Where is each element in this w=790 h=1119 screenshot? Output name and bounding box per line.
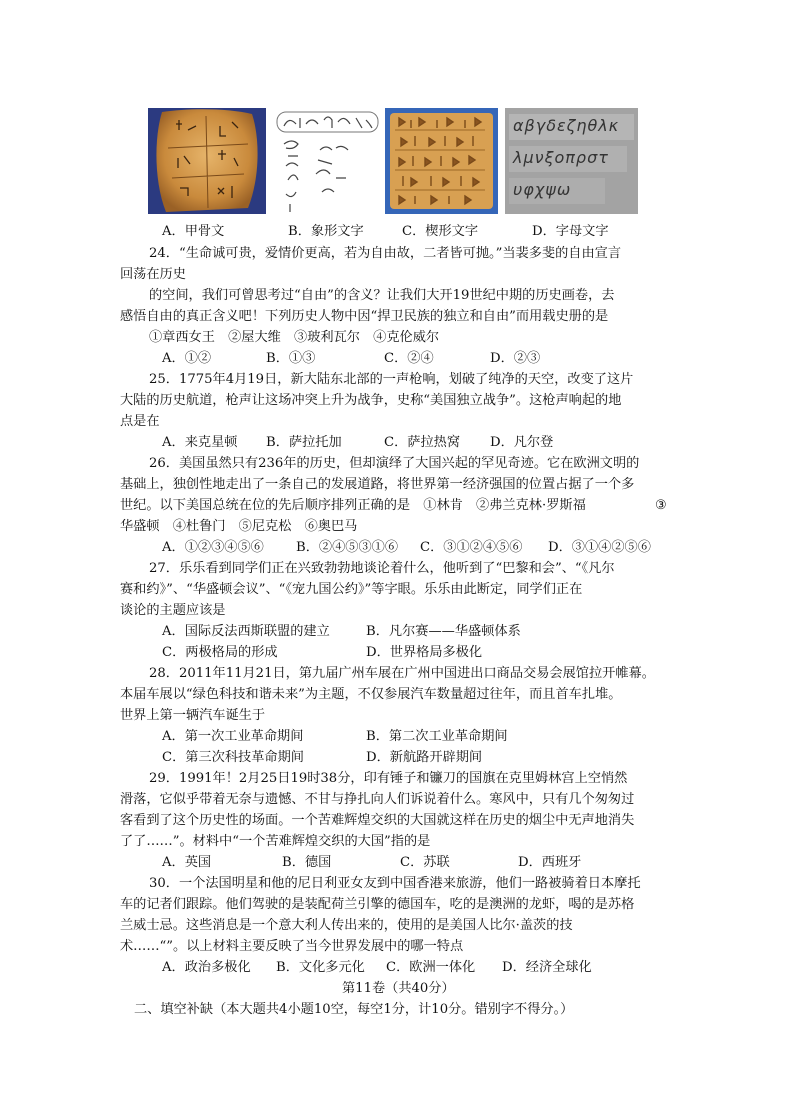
- q28-option-b: B．第二次工业革命期间: [366, 729, 508, 744]
- q27-option-c: C．两极格局的形成: [162, 645, 278, 660]
- q25-line-1: 25．1775年4月19日，新大陆东北部的一声枪响，划破了纯净的天空，改变了这片: [149, 372, 634, 387]
- q27-line-1: 27．乐乐看到同学们正在兴致勃勃地谈论着什么，他听到了“巴黎和会”、“《凡尔: [149, 561, 615, 576]
- q30-option-d: D．经济全球化: [502, 960, 592, 975]
- q23-option-a: A．甲骨文: [162, 224, 225, 239]
- q29-option-c: C．苏联: [400, 855, 450, 870]
- q28-option-d: D．新航路开辟期间: [366, 750, 483, 765]
- q25-line-2: 大陆的历史航道，枪声让这场冲突上升为战争，史称“美国独立战争”。这枪声响起的地: [120, 393, 622, 408]
- q27-option-d: D．世界格局多极化: [366, 645, 483, 660]
- cuneiform-image: [385, 108, 498, 214]
- q30-line-4: 术……“”。以上材料主要反映了当今世界发展中的哪一特点: [120, 939, 464, 954]
- q27-option-b: B．凡尔赛——华盛顿体系: [366, 624, 521, 639]
- q25-line-3: 点是在: [120, 414, 160, 429]
- greek-row-2: λμνξοπρστ: [513, 148, 609, 167]
- q25-option-c: C．萨拉热窝: [384, 435, 461, 450]
- q24-option-b: B．①③: [266, 351, 316, 366]
- q25-option-b: B．萨拉托加: [266, 435, 342, 450]
- q23-option-c: C．楔形文字: [402, 224, 479, 239]
- q26-line-3-end: ③: [655, 498, 667, 513]
- q28-option-c: C．第三次科技革命期间: [162, 750, 304, 765]
- q26-option-d: D．③①④②⑤⑥: [548, 540, 651, 555]
- q30-option-a: A．政治多极化: [162, 960, 251, 975]
- hieroglyph-image: [276, 108, 379, 214]
- q24-line-1: 24．“生命诚可贵，爱情价更高，若为自由故，二者皆可抛。”当裴多斐的自由宣言: [149, 246, 622, 261]
- q26-line-3: 世纪。以下美国总统在位的先后顺序排列正确的是 ①林肯 ②弗兰克林·罗斯福: [120, 498, 586, 513]
- q29-option-b: B．德国: [282, 855, 332, 870]
- q26-option-b: B．②④⑤③①⑥: [296, 540, 399, 555]
- q24-option-c: C．②④: [384, 351, 434, 366]
- section-title: 第11卷（共40分）: [342, 981, 455, 996]
- q30-option-b: B．文化多元化: [276, 960, 365, 975]
- greek-alphabet-image: [505, 108, 638, 214]
- q27-line-3: 谈论的主题应该是: [120, 603, 226, 618]
- q29-option-d: D．西班牙: [518, 855, 582, 870]
- q30-line-2: 车的记者们跟踪。他们驾驶的是装配荷兰引擎的德国车，吃的是澳洲的龙虾，喝的是苏格: [120, 897, 635, 912]
- q28-line-1: 28．2011年11月21日，第九届广州车展在广州中国进出口商品交易会展馆拉开帷幕。: [149, 666, 655, 681]
- q30-line-1: 30．一个法国明星和他的尼日利亚女友到中国香港来旅游，他们一路被骑着日本摩托: [149, 876, 641, 891]
- q24-option-d: D．②③: [490, 351, 541, 366]
- q28-option-a: A．第一次工业革命期间: [162, 729, 304, 744]
- q29-option-a: A．英国: [162, 855, 212, 870]
- greek-row-3: υφχψω: [513, 180, 572, 199]
- q23-option-d: D．字母文字: [532, 224, 609, 239]
- part-2-instructions: 二、填空补缺（本大题共4小题10空，每空1分，计10分。错别字不得分。）: [134, 1002, 574, 1017]
- q26-option-c: C．③①②④⑤⑥: [420, 540, 523, 555]
- q26-line-4: 华盛顿 ④杜鲁门 ⑤尼克松 ⑥奥巴马: [120, 519, 358, 534]
- q26-line-1: 26．美国虽然只有236年的历史，但却演绎了大国兴起的罕见奇迹。它在欧洲文明的: [149, 456, 640, 471]
- q30-option-c: C．欧洲一体化: [386, 960, 476, 975]
- q24-line-5: ①章西女王 ②屋大维 ③玻利瓦尔 ④克伦威尔: [149, 330, 440, 345]
- q29-line-3: 客看到了这个历史性的场面。一个苦难辉煌交织的大国就这样在历史的烟尘中无声地消失: [120, 813, 635, 828]
- q23-option-b: B．象形文字: [288, 224, 364, 239]
- q29-line-4: 了了……”。材料中“一个苦难辉煌交织的大国”指的是: [120, 834, 431, 849]
- q28-line-2: 本届车展以“绿色科技和谐未来”为主题，不仅参展汽车数量超过往年，而且首车扎堆。: [120, 687, 622, 702]
- q27-line-2: 赛和约》”、“华盛顿会议”、“《宠九国公约》”等字眼。乐乐由此断定，同学们正在: [120, 582, 583, 597]
- q26-line-2: 基础上，独创性地走出了一条自己的发展道路，将世界第一经济强国的位置占据了一个多: [120, 477, 635, 492]
- q25-option-a: A．来克星顿: [162, 435, 238, 450]
- q30-line-3: 兰威士忌。这些消息是一个意大利人传出来的，使用的是美国人比尔·盖茨的技: [120, 918, 573, 933]
- greek-row-1: αβγδεζηθλκ: [513, 116, 620, 135]
- q29-line-2: 滑落，它似乎带着无奈与遗憾、不甘与挣扎向人们诉说着什么。寒风中，只有几个匆匆过: [120, 792, 635, 807]
- q24-line-3: 的空间，我们可曾思考过“自由”的含义？让我们大开19世纪中期的历史画卷，去: [149, 288, 615, 303]
- q24-option-a: A．①②: [162, 351, 212, 366]
- q26-option-a: A．①②③④⑤⑥: [162, 540, 264, 555]
- q28-line-3: 世界上第一辆汽车诞生于: [120, 708, 266, 723]
- q29-line-1: 29．1991年！2月25日19时38分，印有锤子和镰刀的国旗在克里姆林宫上空悄然: [149, 771, 628, 786]
- q27-option-a: A．国际反法西斯联盟的建立: [162, 624, 330, 639]
- q24-line-4: 感悟自由的真正含义吧！下列历史人物中因“捍卫民族的独立和自由”而用载史册的是: [120, 309, 609, 324]
- q24-line-2: 回荡在历史: [120, 267, 186, 282]
- q25-option-d: D．凡尔登: [490, 435, 554, 450]
- oracle-bone-image: [148, 108, 266, 214]
